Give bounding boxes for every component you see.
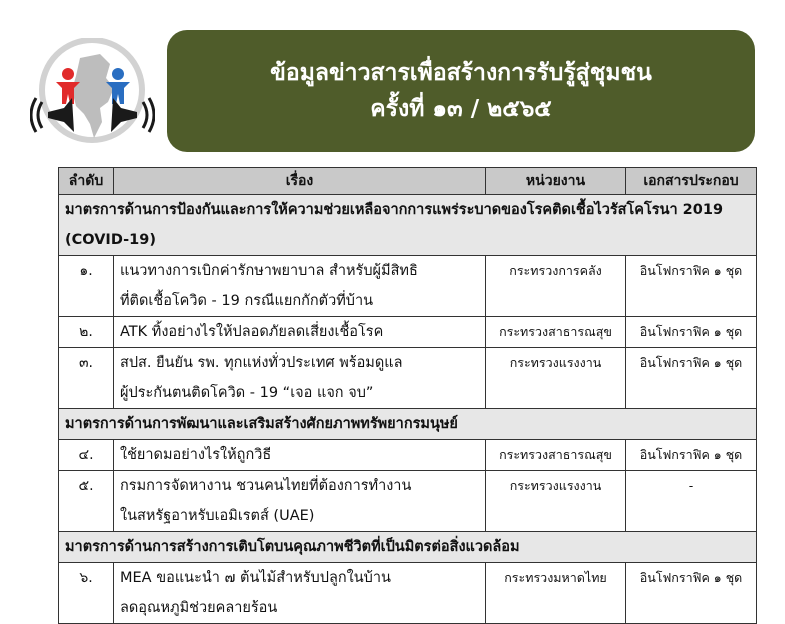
row-doc: - — [626, 471, 757, 532]
row-topic: MEA ขอแนะนำ ๗ ต้นไม้สำหรับปลูกในบ้าน ลดอุณหภูมิช่วยคลายร้อน — [114, 563, 486, 624]
table-header-row — [59, 168, 757, 195]
row-topic: แนวทางการเบิกค่ารักษาพยาบาล สำหรับผู้มีสิทธิ ที่ติดเชื้อโควิด - 19 กรณีแยกกักตัวที่บ้าน — [114, 256, 486, 317]
row-number: ๖. — [59, 563, 114, 624]
table-row — [59, 348, 757, 409]
title-banner — [167, 30, 755, 152]
header-agency: หน่วยงาน — [486, 168, 626, 195]
row-agency: กระทรวงมหาดไทย — [486, 563, 626, 624]
row-topic: กรมการจัดหางาน ชวนคนไทยที่ต้องการทำงาน ในสหรัฐอาหรับเอมิเรตส์ (UAE) — [114, 471, 486, 532]
header-topic: เรื่อง — [114, 168, 486, 195]
row-agency: กระทรวงแรงงาน — [486, 348, 626, 409]
row-agency: กระทรวงสาธารณสุข — [486, 440, 626, 471]
section-row — [59, 409, 757, 440]
table-row — [59, 256, 757, 317]
header-doc: เอกสารประกอบ — [626, 168, 757, 195]
row-number: ๔. — [59, 440, 114, 471]
row-number: ๓. — [59, 348, 114, 409]
section-title: มาตรการด้านการพัฒนาและเสริมสร้างศักยภาพทรัพยากรมนุษย์ — [59, 409, 757, 440]
table-row — [59, 471, 757, 532]
banner-title-line2: ครั้งที่ ๑๓ / ๒๕๖๕ — [370, 96, 552, 122]
row-number: ๑. — [59, 256, 114, 317]
row-agency: กระทรวงสาธารณสุข — [486, 317, 626, 348]
header-no: ลำดับ — [59, 168, 114, 195]
section-title: มาตรการด้านการป้องกันและการให้ความช่วยเหลือจากการแพร่ระบาดของโรคติดเชื้อไวรัสโคโรนา 2019 (COVID-19) — [59, 195, 757, 256]
table-row — [59, 440, 757, 471]
banner-title-line1: ข้อมูลข่าวสารเพื่อสร้างการรับรู้สู่ชุมชน — [270, 60, 652, 86]
row-doc: อินโฟกราฟิค ๑ ชุด — [626, 563, 757, 624]
row-doc: อินโฟกราฟิค ๑ ชุด — [626, 317, 757, 348]
row-doc: อินโฟกราฟิค ๑ ชุด — [626, 440, 757, 471]
section-row — [59, 195, 757, 256]
row-doc: อินโฟกราฟิค ๑ ชุด — [626, 348, 757, 409]
row-number: ๒. — [59, 317, 114, 348]
row-number: ๕. — [59, 471, 114, 532]
row-topic: สปส. ยืนยัน รพ. ทุกแห่งทั่วประเทศ พร้อมดูแล ผู้ประกันตนติดโควิด - 19 “เจอ แจก จบ” — [114, 348, 486, 409]
megaphone-people-map-logo — [30, 38, 155, 154]
row-doc: อินโฟกราฟิค ๑ ชุด — [626, 256, 757, 317]
section-row — [59, 532, 757, 563]
table-row — [59, 317, 757, 348]
row-topic: ATK ทิ้งอย่างไรให้ปลอดภัยลดเสี่ยงเชื้อโรค — [114, 317, 486, 348]
row-topic: ใช้ยาดมอย่างไรให้ถูกวิธี — [114, 440, 486, 471]
row-agency: กระทรวงแรงงาน — [486, 471, 626, 532]
row-agency: กระทรวงการคลัง — [486, 256, 626, 317]
table-row — [59, 563, 757, 624]
news-table — [58, 167, 757, 624]
section-title: มาตรการด้านการสร้างการเติบโตบนคุณภาพชีวิตที่เป็นมิตรต่อสิ่งแวดล้อม — [59, 532, 757, 563]
